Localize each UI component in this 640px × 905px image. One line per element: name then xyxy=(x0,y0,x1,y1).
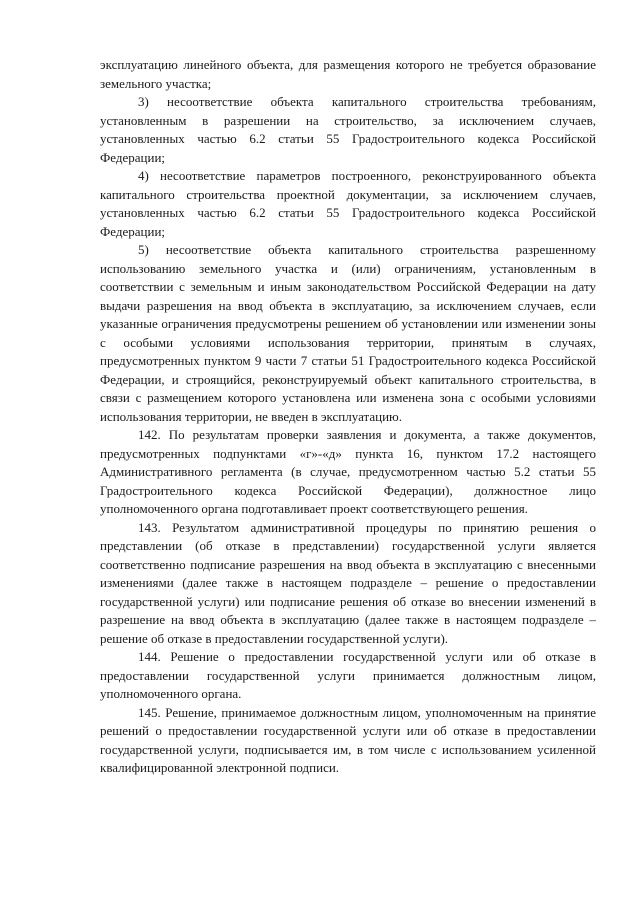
paragraph-145: 145. Решение, принимаемое должностным лицом, уполномоченным на принятие решений о предоставлении государственной услуги или об отказе в предоставлении государственной услуги, подписывается им, в том числе с использованием усиленной квалифицированной электронной подписи. xyxy=(100,704,596,775)
paragraph-item-5: 5) несоответствие объекта капитального строительства разрешенному использованию земельного участка и (или) ограничениям, установленным в соответствии с земельным и иным законодательством Российской Федерации на дату выдачи разрешения на ввод объекта в эксплуатацию, за исключением случаев, если указанные ограничения предусмотрены решением об установлении или изменении зоны с особыми условиями использования территории, принятым в случаях, предусмотренных пунктом 9 части 7 статьи 51 Градостроительного кодекса Российской Федерации, и строящийся, реконструируемый объект капитального строительства, в связи с размещением которого установлена или изменена зона с особыми условиями использования территории, не введен в эксплуатацию. xyxy=(100,242,596,424)
paragraph-144: 144. Решение о предоставлении государственной услуги или об отказе в предоставлении государственной услуги принимается должностным лицом, уполномоченного органа. xyxy=(100,649,596,701)
document-body xyxy=(100,56,596,778)
paragraph-143: 143. Результатом административной процедуры по принятию решения о представлении (об отказе в представлении) государственной услуги является соответственно подписание разрешения на ввод объекта в эксплуатацию с внесенными изменениями (далее также в настоящем подразделе – решение о предоставлении государственной услуги) или подписание решения об отказе во внесении изменений в разрешение на ввод объекта в эксплуатацию (далее также в настоящем подразделе – решение об отказе в предоставлении государственной услуги). xyxy=(100,519,596,646)
paragraph-continuation: эксплуатацию линейного объекта, для размещения которого не требуется образование земельного участка; xyxy=(100,57,596,91)
paragraph-item-4: 4) несоответствие параметров построенного, реконструированного объекта капитального строительства проектной документации, за исключением случаев, установленных частью 6.2 статьи 55 Градостроительного кодекса Российской Федерации; xyxy=(100,168,596,239)
paragraph-142: 142. По результатам проверки заявления и документа, а также документов, предусмотренных подпунктами «г»-«д» пункта 16, пунктом 17.2 настоящего Административного регламента (в случае, предусмотренном частью 5.2 статьи 55 Градостроительного кодекса Российской Федерации), должностное лицо уполномоченного органа подготавливает проект соответствующего решения. xyxy=(100,427,596,516)
paragraph-item-3: 3) несоответствие объекта капитального строительства требованиям, установленным в разрешении на строительство, за исключением случаев, установленных частью 6.2 статьи 55 Градостроительного кодекса Российской Федерации; xyxy=(100,94,596,165)
